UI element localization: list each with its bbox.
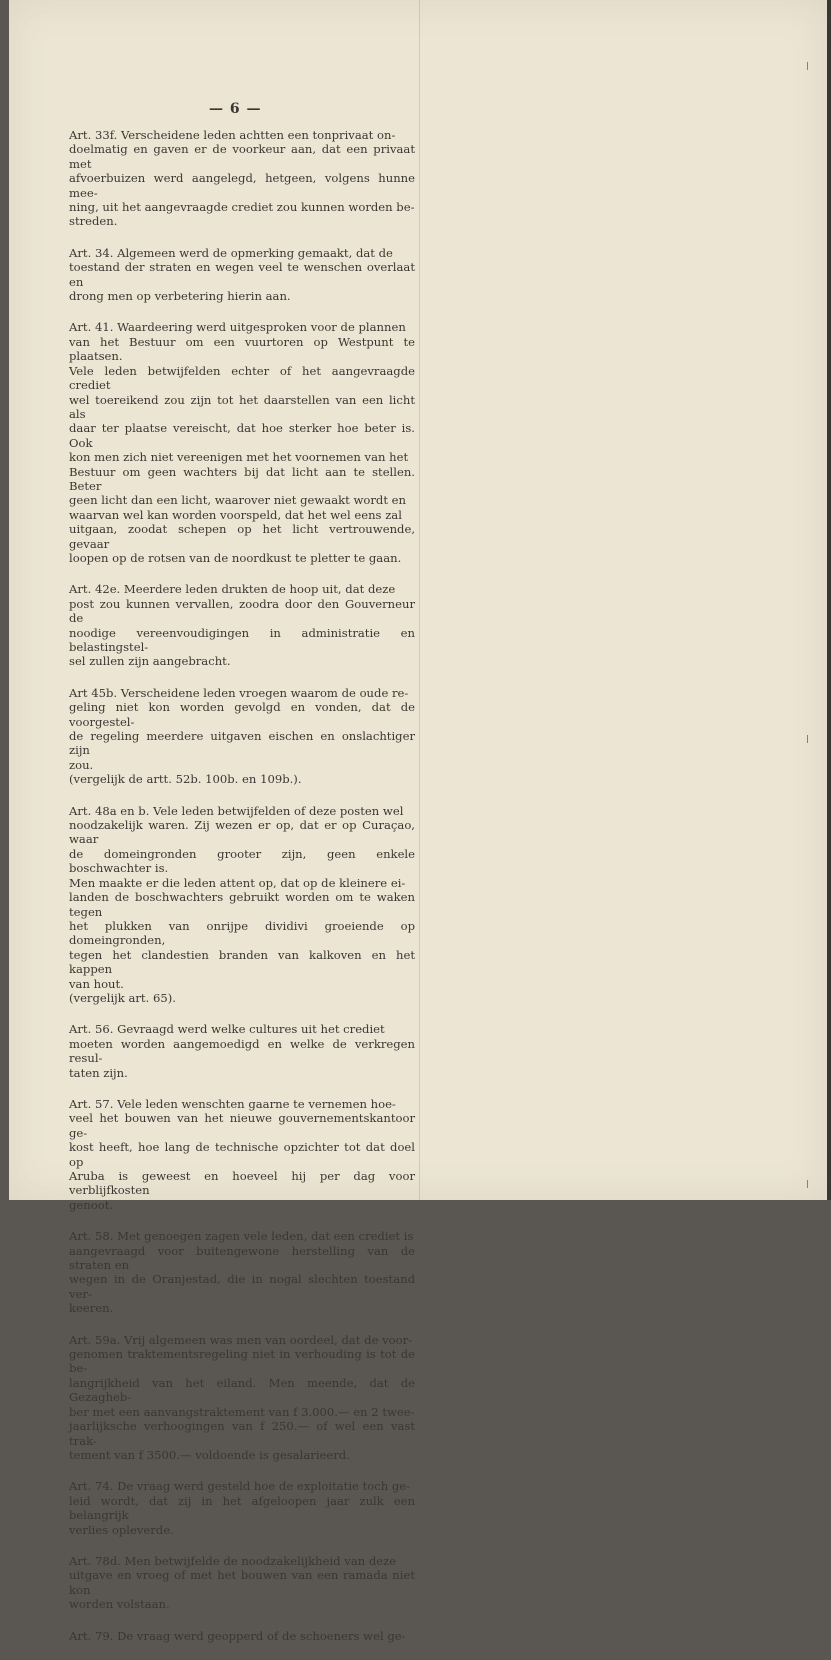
text-line: wegen in de Oranjestad, die in nogal slechten toestand ver- — [69, 1272, 415, 1301]
paragraph — [69, 804, 415, 1006]
text-line: de regeling meerdere uitgaven eischen en onslachtiger zijn — [69, 729, 415, 758]
paragraph — [69, 1554, 415, 1612]
text-line: kon men zich niet vereenigen met het voornemen van het — [69, 450, 409, 465]
text-line: Art. 79. De vraag werd geopperd of de schoeners wel ge- — [69, 1628, 406, 1643]
paragraph — [69, 686, 415, 787]
text-line: Vele leden betwijfelden echter of het aangevraagde crediet — [69, 363, 415, 393]
page-number: — 6 — — [209, 101, 262, 117]
paragraph — [69, 1629, 415, 1643]
text-line: Art. 42e. Meerdere leden drukten de hoop uit, dat deze — [69, 582, 396, 597]
text-line: geen licht dan een licht, waarover niet gewaakt wordt en — [69, 493, 407, 508]
text-line: Art. 48a en b. Vele leden betwijfelden of deze posten wel — [69, 803, 404, 818]
text-line: uitgave en vroeg of met het bouwen van een ramada niet kon — [69, 1568, 415, 1597]
text-line: keeren. — [69, 1301, 114, 1316]
paragraph — [69, 1229, 415, 1315]
text-line: daar ter plaatse vereischt, dat hoe sterker hoe beter is. Ook — [69, 421, 415, 450]
text-line: zou. — [69, 757, 94, 772]
text-line: moeten worden aangemoedigd en welke de verkregen resul- — [69, 1036, 415, 1066]
text-line: loopen op de rotsen van de noordkust te pletter te gaan. — [69, 550, 402, 565]
text-line: uitgaan, zoodat schepen op het licht vertrouwende, gevaar — [69, 522, 415, 551]
text-line: veel het bouwen van het nieuwe gouvernementskantoor ge- — [69, 1111, 415, 1140]
text-line: toestand der straten en wegen veel te wenschen overlaat en — [69, 260, 415, 289]
text-line: jaarlijksche verhoogingen van f 250.— of wel een vast trak- — [69, 1419, 415, 1448]
text-line: Bestuur om geen wachters bij dat licht aan te stellen. Beter — [69, 464, 415, 493]
paragraph — [69, 1022, 415, 1080]
text-line: Art. 78d. Men betwijfelde de noodzakelijkheid van deze — [69, 1553, 397, 1568]
text-line: Art. 56. Gevraagd werd welke cultures uit het crediet — [69, 1022, 385, 1037]
text-line: Art. 34. Algemeen werd de opmerking gemaakt, dat de — [69, 245, 393, 260]
text-line: aangevraagd voor buitengewone herstelling van de straten en — [69, 1243, 415, 1273]
text-line: landen de boschwachters gebruikt worden om te waken tegen — [69, 890, 415, 919]
edge-mark — [807, 735, 808, 743]
text-line: (vergelijk art. 65). — [69, 990, 176, 1005]
paragraph — [69, 1097, 415, 1212]
text-line: wel toereikend zou zijn tot het daarstellen van een licht als — [69, 392, 415, 421]
text-line: noodzakelijk waren. Zij wezen er op, dat er op Curaçao, waar — [69, 818, 415, 847]
paragraph — [69, 128, 415, 229]
text-line: ning, uit het aangevraagde crediet zou kunnen worden be- — [69, 200, 415, 215]
text-line: taten zijn. — [69, 1065, 128, 1080]
text-line: leid wordt, dat zij in het afgeloopen jaar zulk een belangrijk — [69, 1493, 415, 1523]
text-line: afvoerbuizen werd aangelegd, hetgeen, volgens hunne mee- — [69, 171, 415, 200]
text-line: waarvan wel kan worden voorspeld, dat het wel eens zal — [69, 507, 402, 522]
text-line: kost heeft, hoe lang de technische opzichter tot dat doel op — [69, 1140, 415, 1169]
text-line: Art. 33f. Verscheidene leden achtten een tonprivaat on- — [69, 128, 396, 142]
text-line: ber met een aanvangstraktement van f 3.000.— en 2 twee- — [69, 1404, 415, 1419]
text-line: de domeingronden grooter zijn, geen enkele boschwachter is. — [69, 846, 415, 876]
edge-mark — [807, 1180, 808, 1188]
text-line: genomen traktementsregeling niet in verhouding is tot de be- — [69, 1347, 415, 1376]
text-line: Art 45b. Verscheidene leden vroegen waarom de oude re- — [69, 685, 409, 700]
text-line: doelmatig en gaven er de voorkeur aan, dat een privaat met — [69, 142, 415, 171]
text-line: het plukken van onrijpe dividivi groeiende op domeingronden, — [69, 918, 415, 948]
text-line: van hout. — [69, 976, 124, 991]
text-line: sel zullen zijn aangebracht. — [69, 654, 231, 669]
text-line: Art. 41. Waardeering werd uitgesproken voor de plannen — [69, 320, 406, 335]
text-line: Art. 59a. Vrij algemeen was men van oordeel, dat de voor- — [69, 1332, 413, 1347]
text-line: genoot. — [69, 1197, 114, 1212]
text-line: post zou kunnen vervallen, zoodra door den Gouverneur de — [69, 596, 415, 626]
text-line: geling niet kon worden gevolgd en vonden, dat de voorgestel- — [69, 700, 415, 729]
text-line: worden volstaan. — [69, 1597, 170, 1612]
text-line: Men maakte er die leden attent op, dat op de kleinere ei- — [69, 875, 406, 890]
paragraph — [69, 246, 415, 304]
edge-mark — [807, 62, 808, 70]
text-line: verlies opleverde. — [69, 1522, 174, 1537]
paragraph — [69, 582, 415, 668]
paragraph — [69, 320, 415, 565]
text-line: Art. 58. Met genoegen zagen vele leden, dat een crediet is — [69, 1229, 414, 1244]
text-line: tement van f 3500.— voldoende is gesalarieerd. — [69, 1447, 350, 1462]
text-line: Art. 57. Vele leden wenschten gaarne te vernemen hoe- — [69, 1096, 396, 1111]
text-line: drong men op verbetering hierin aan. — [69, 289, 291, 304]
text-line: Aruba is geweest en hoeveel hij per dag voor verblijfkosten — [69, 1169, 415, 1198]
text-line: langrijkheid van het eiland. Men meende, dat de Gezagheb- — [69, 1375, 415, 1405]
paragraph — [69, 1479, 415, 1537]
text-line: noodige vereenvoudigingen in administratie en belastingstel- — [69, 625, 415, 654]
text-line: van het Bestuur om een vuurtoren op Westpunt te plaatsen. — [69, 334, 415, 364]
text-line: streden. — [69, 214, 118, 229]
text-line: tegen het clandestien branden van kalkoven en het kappen — [69, 947, 415, 977]
page-fold — [419, 0, 420, 1200]
text-line: Art. 74. De vraag werd gesteld hoe de exploitatie toch ge- — [69, 1479, 411, 1494]
text-column — [69, 128, 415, 1660]
text-line: (vergelijk de artt. 52b. 100b. en 109b.). — [69, 772, 302, 787]
document-page — [9, 0, 827, 1643]
scan-edge — [827, 0, 831, 1200]
paragraph — [69, 1333, 415, 1463]
